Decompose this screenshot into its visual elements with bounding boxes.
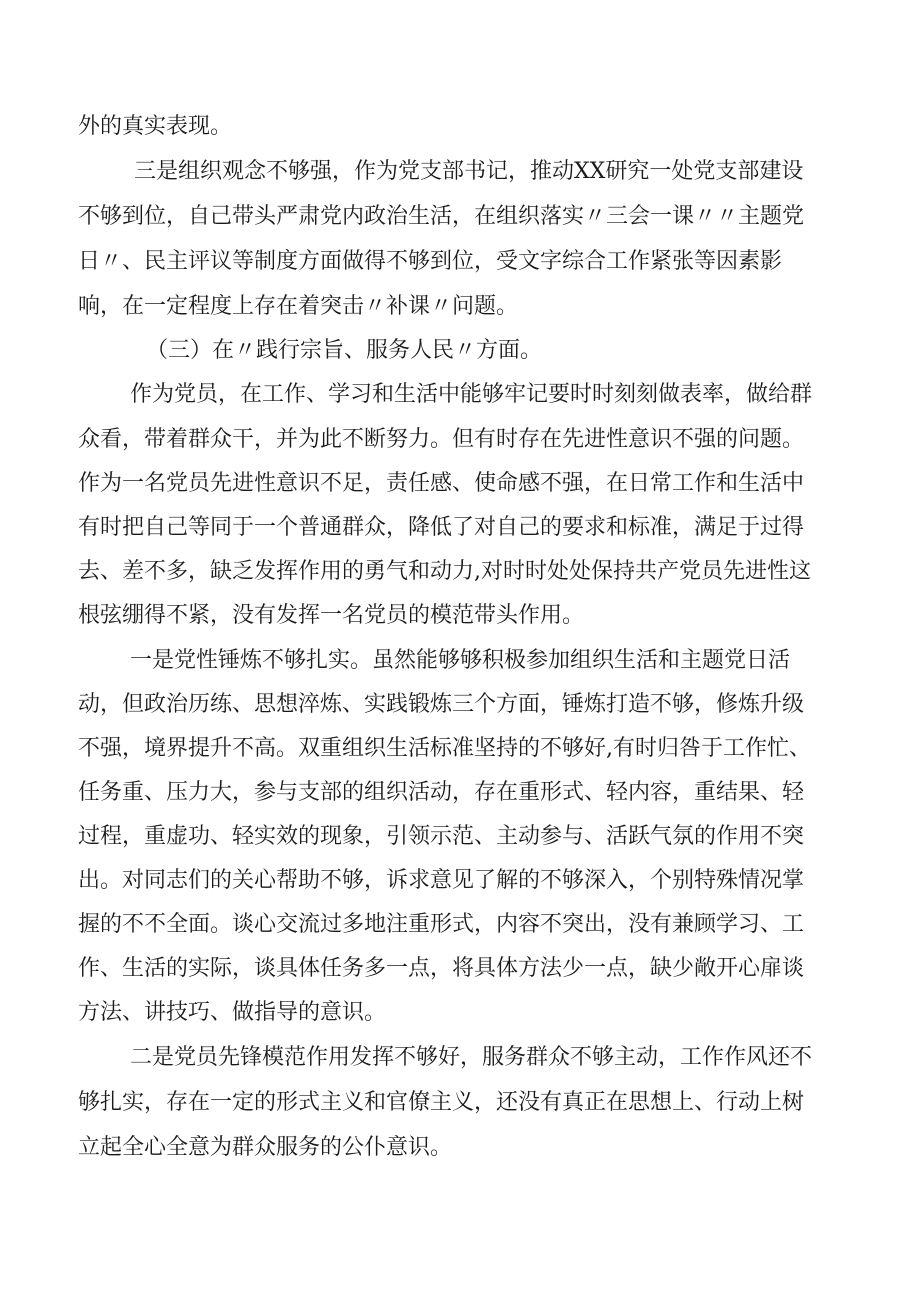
text-line: 动，但政治历练、思想淬炼、实践锻炼三个方面，锤炼打造不够，修炼升级 [78,692,805,717]
text-line: 外的真实表现。 [78,114,233,139]
text-line: 作、生活的实际，谈具体任务多一点，将具体方法少一点，缺少敞开心扉谈 [78,956,805,981]
text-line: 作为一名党员先进性意识不足，责任感、使命感不强，在日常工作和生活中 [78,471,805,496]
text-line: 众看，带着群众干，并为此不断努力。但有时存在先进性意识不强的问题。 [78,427,805,452]
section-heading: （三）在〃践行宗旨、服务人民〃方面。 [146,338,543,363]
text-line: 一是党性锤炼不够扎实。虽然能够够积极参加组织生活和主题党日活 [130,648,791,673]
text-line: 有时把自己等同于一个普通群众，降低了对自己的要求和标准，满足于过得 [78,515,805,540]
text-line: 二是党员先锋模范作用发挥不够好，服务群众不够主动，工作作风还不 [130,1045,813,1070]
text-line: 根弦绷得不紧，没有发挥一名党员的模范带头作用。 [78,603,585,628]
text-line: 不强，境界提升不高。双重组织生活标准坚持的不够好,有时归咎于工作忙、 [78,736,811,761]
text-line: 立起全心全意为群众服务的公仆意识。 [78,1135,453,1160]
text-line: 握的不不全面。谈心交流过多地注重形式，内容不突出，没有兼顾学习、工 [78,912,805,937]
text-line: 去、差不多，缺乏发挥作用的勇气和动力,对时时处处保持共产党员先进性这 [78,559,811,584]
text-line: 出。对同志们的关心帮助不够，诉求意见了解的不够深入，个别特殊情况掌 [78,868,805,893]
text-line: 响，在一定程度上存在着突击〃补课〃问题。 [78,294,519,319]
text-line: 不够到位，自己带头严肃党内政治生活，在组织落实〃三会一课〃〃主题党 [78,204,805,229]
text-line: 过程，重虚功、轻实效的现象，引领示范、主动参与、活跃气氛的作用不突 [78,824,805,849]
text-line: 够扎实，存在一定的形式主义和官僚主义，还没有真正在思想上、行动上树 [78,1090,805,1115]
text-line: 日〃、民主评议等制度方面做得不够到位，受文字综合工作紧张等因素影 [78,249,783,274]
text-line: 作为党员，在工作、学习和生活中能够牢记要时时刻刻做表率，做给群 [130,382,813,407]
text-line: 方法、讲技巧、做指导的意识。 [78,1000,387,1025]
text-line: 三是组织观念不够强，作为党支部书记，推动XX研究一处党支部建设 [134,159,804,184]
text-line: 任务重、压力大，参与支部的组织活动，存在重形式、轻内容，重结果、轻 [78,780,805,805]
